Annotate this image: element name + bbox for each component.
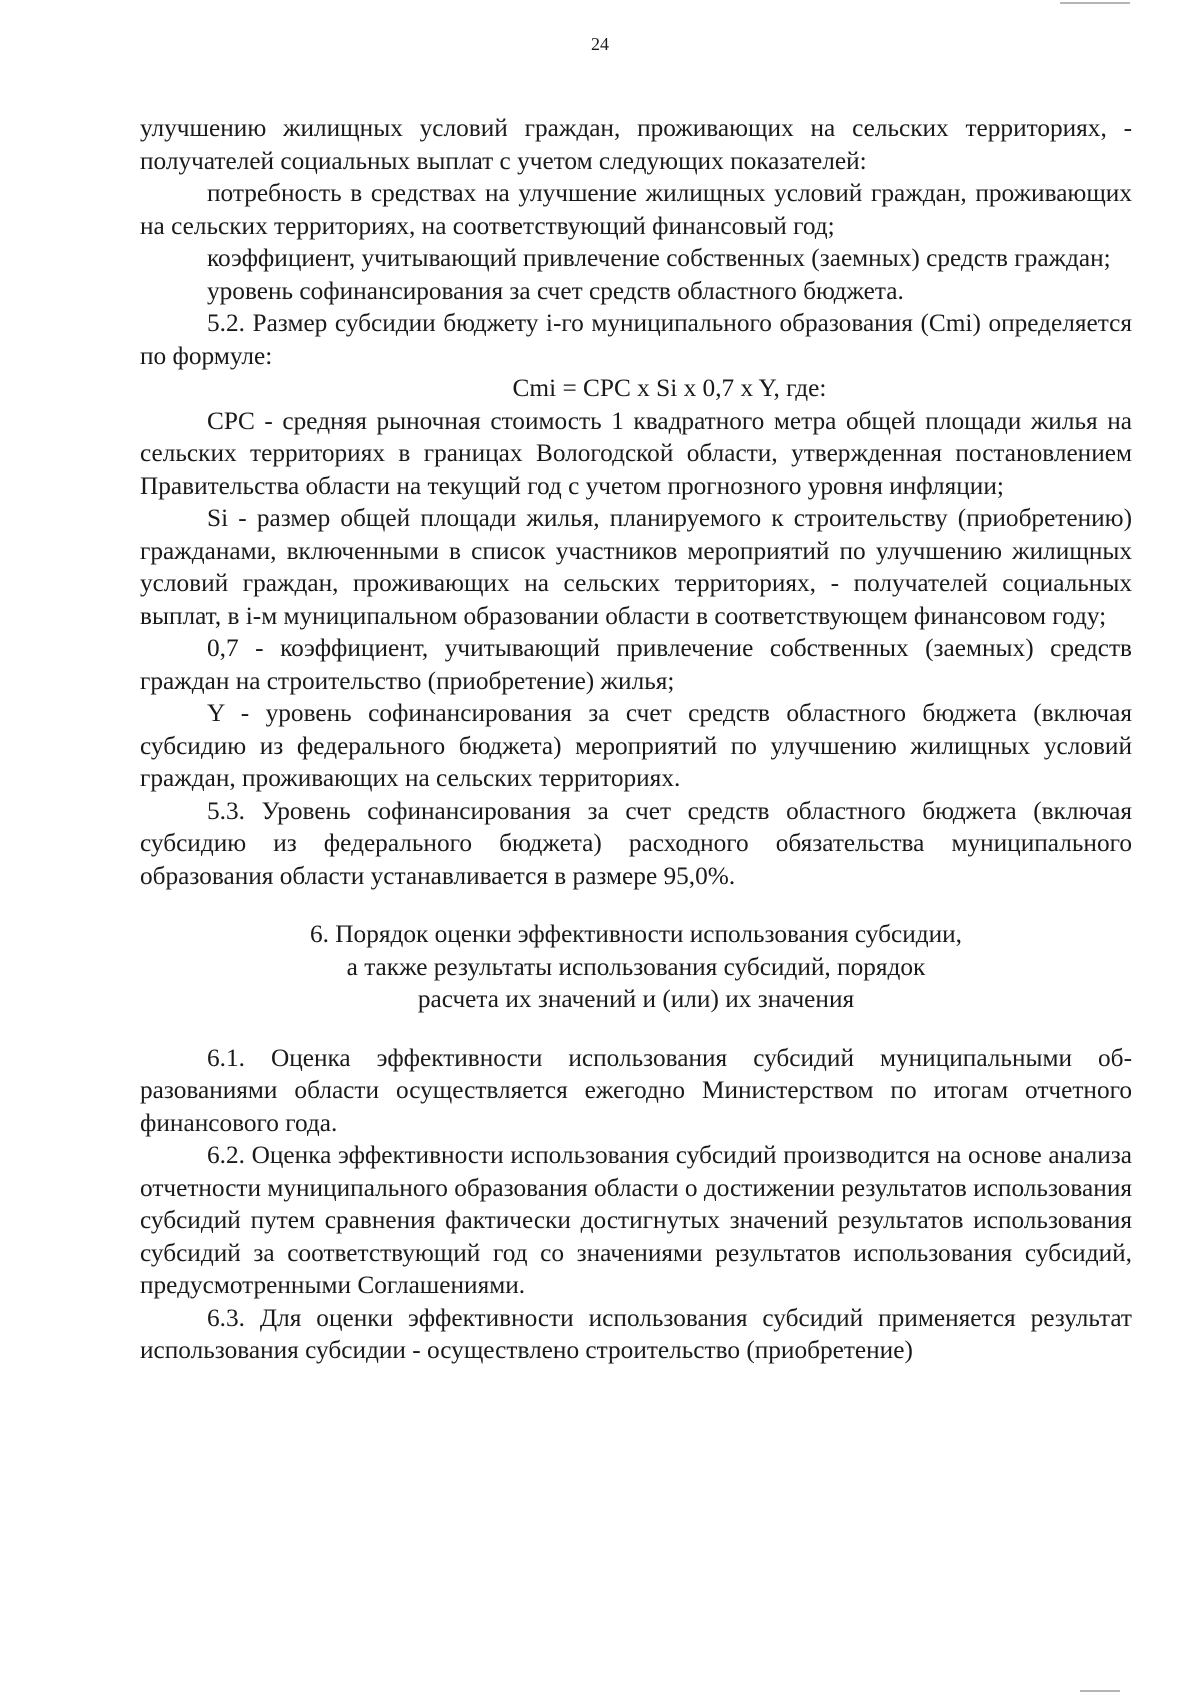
section-heading-line: а также результаты использования субсидий, порядок xyxy=(346,952,926,981)
page-number: 24 xyxy=(591,34,609,54)
section-heading-line: 6. Порядок оценки эффективности использования субсидии, xyxy=(309,920,963,948)
paragraph: коэффициент, учитывающий привлечение собственных (заемных) средств граждан; xyxy=(207,244,1111,272)
paragraph: улучшению жилищных условий граждан, проживающих на сельских территориях, - получателей социальных выплат с учетом следующих показателей: xyxy=(140,114,1132,175)
paragraph: уровень софинансирования за счет средств областного бюджета. xyxy=(207,276,904,305)
scan-artifact-bottom xyxy=(1080,1690,1120,1692)
paragraph: потребность в средствах на улучшение жилищных условий граждан, проживающих на сельских территориях, на соответствующий финансовый год; xyxy=(140,179,1132,240)
paragraph: 6.3. Для оценки эффективности использования субсидий применяется результат использования субсидии - осуществлено строительство (приобретение) xyxy=(140,1303,1132,1364)
paragraph: CPC - средняя рыночная стоимость 1 квадратного метра общей площади жилья на сельских территориях в границах Вологодской области, утвержденная постановлением Правительства области на текущий год с учетом прогнозного уровня инфляции; xyxy=(140,406,1132,500)
formula: Cmi = CPC x Si x 0,7 x Y, где: xyxy=(512,374,827,402)
section-heading xyxy=(140,918,1132,1016)
document-body xyxy=(140,112,1132,1367)
paragraph: 6.1. Оценка эффективности использования субсидий муниципальными образованиями области осуществляется ежегодно Министерством по итогам отчетного финансового года. xyxy=(140,1043,1132,1137)
scan-artifact-top xyxy=(1060,2,1130,4)
paragraph: 5.3. Уровень софинансирования за счет средств областного бюджета (включая субсидию из федерального бюджета) расходного обязательства муниципального образования области устанавливается в размере 95,0%. xyxy=(140,796,1132,890)
paragraph: Y - уровень софинансирования за счет средств областного бюджета (включая субсидию из федерального бюджета) мероприятий по улучшению жилищных условий граждан, проживающих на сельских территориях. xyxy=(140,699,1132,792)
paragraph: 5.2. Размер субсидии бюджету i-го муниципального образования (Cmi) определяется по формуле: xyxy=(140,309,1132,370)
paragraph: 0,7 - коэффициент, учитывающий привлечение собственных (заемных) средств граждан на строительство (приобретение) жилья; xyxy=(140,634,1132,695)
section-heading-line: расчета их значений и (или) их значения xyxy=(417,985,855,1013)
paragraph: Si - размер общей площади жилья, планируемого к строительству (приобретению) гражданами, включенными в список участников мероприятий по улучшению жилищных условий граждан, проживающих на сельских территориях, - получателей социальных выплат, в i-м муниципальном образовании области в соответствующем финансовом году; xyxy=(140,504,1132,630)
paragraph: 6.2. Оценка эффективности использования субсидий производится на основе анализа отчетности муниципального образования области о достижении результатов использования субсидий путем сравнения фактически достигнутых значений результатов использования субсидий за соответствующий год со значениями результатов использования субсидий, предусмотренными Соглашениями. xyxy=(140,1141,1132,1299)
